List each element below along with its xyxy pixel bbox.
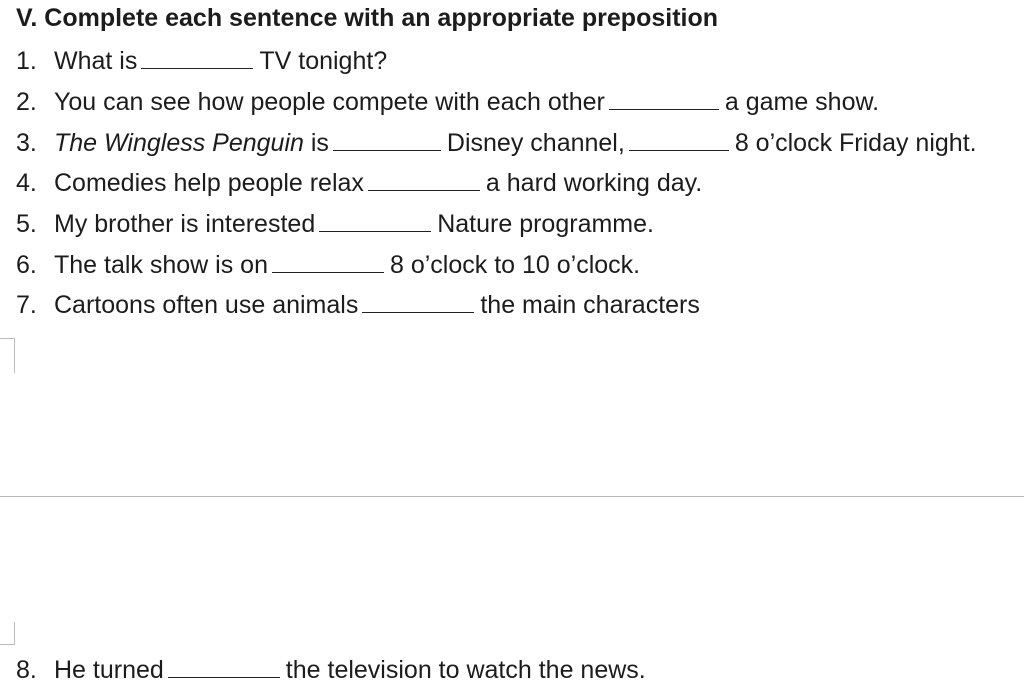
- answer-blank[interactable]: [141, 68, 253, 69]
- item-number: 3.: [16, 129, 37, 157]
- sentence-text: What is: [54, 47, 138, 75]
- sentence-text: a hard working day.: [485, 169, 703, 197]
- sentence-text: 8 o’clock to 10 o’clock.: [390, 251, 641, 279]
- sentence-text: 8 o’clock Friday night.: [734, 129, 977, 157]
- margin-mark: [0, 622, 15, 645]
- answer-blank[interactable]: [362, 312, 474, 313]
- sentence-1: [16, 45, 387, 77]
- sentence-5: [16, 208, 654, 240]
- sentence-text: Comedies help people relax: [54, 169, 364, 197]
- sentence-8: [16, 654, 646, 686]
- sentence-text: is: [303, 129, 329, 157]
- sentence-2: [16, 86, 879, 118]
- answer-blank[interactable]: [629, 150, 729, 151]
- sentence-4: [16, 167, 702, 199]
- margin-mark: [0, 338, 15, 373]
- sentence-6: [16, 249, 640, 281]
- item-number: 6.: [16, 251, 37, 279]
- divider-line: [0, 496, 1024, 497]
- sentence-text: The talk show is on: [54, 251, 268, 279]
- sentence-text: My brother is interested: [54, 210, 316, 238]
- sentence-text: the television to watch the news.: [285, 656, 646, 684]
- show-title: The Wingless Penguin: [54, 129, 304, 157]
- sentence-text: Cartoons often use animals: [54, 291, 359, 319]
- item-number: 1.: [16, 47, 37, 75]
- exercise-title: V. Complete each sentence with an appropriate preposition: [16, 4, 719, 32]
- item-number: 2.: [16, 88, 37, 116]
- answer-blank[interactable]: [168, 677, 280, 678]
- sentence-text: You can see how people compete with each other: [54, 88, 605, 116]
- sentence-text: Nature programme.: [437, 210, 654, 238]
- answer-blank[interactable]: [272, 272, 384, 273]
- sentence-text: He turned: [54, 656, 164, 684]
- item-number: 4.: [16, 169, 37, 197]
- item-number: 8.: [16, 656, 37, 684]
- sentence-text: a game show.: [724, 88, 880, 116]
- answer-blank[interactable]: [609, 109, 719, 110]
- sentence-text: the main characters: [480, 291, 700, 319]
- answer-blank[interactable]: [319, 231, 431, 232]
- sentence-text: TV tonight?: [259, 47, 388, 75]
- item-number: 7.: [16, 291, 37, 319]
- sentence-3: [16, 127, 977, 159]
- sentence-7: [16, 289, 700, 321]
- answer-blank[interactable]: [333, 150, 441, 151]
- answer-blank[interactable]: [368, 190, 480, 191]
- item-number: 5.: [16, 210, 37, 238]
- sentence-text: Disney channel,: [446, 129, 625, 157]
